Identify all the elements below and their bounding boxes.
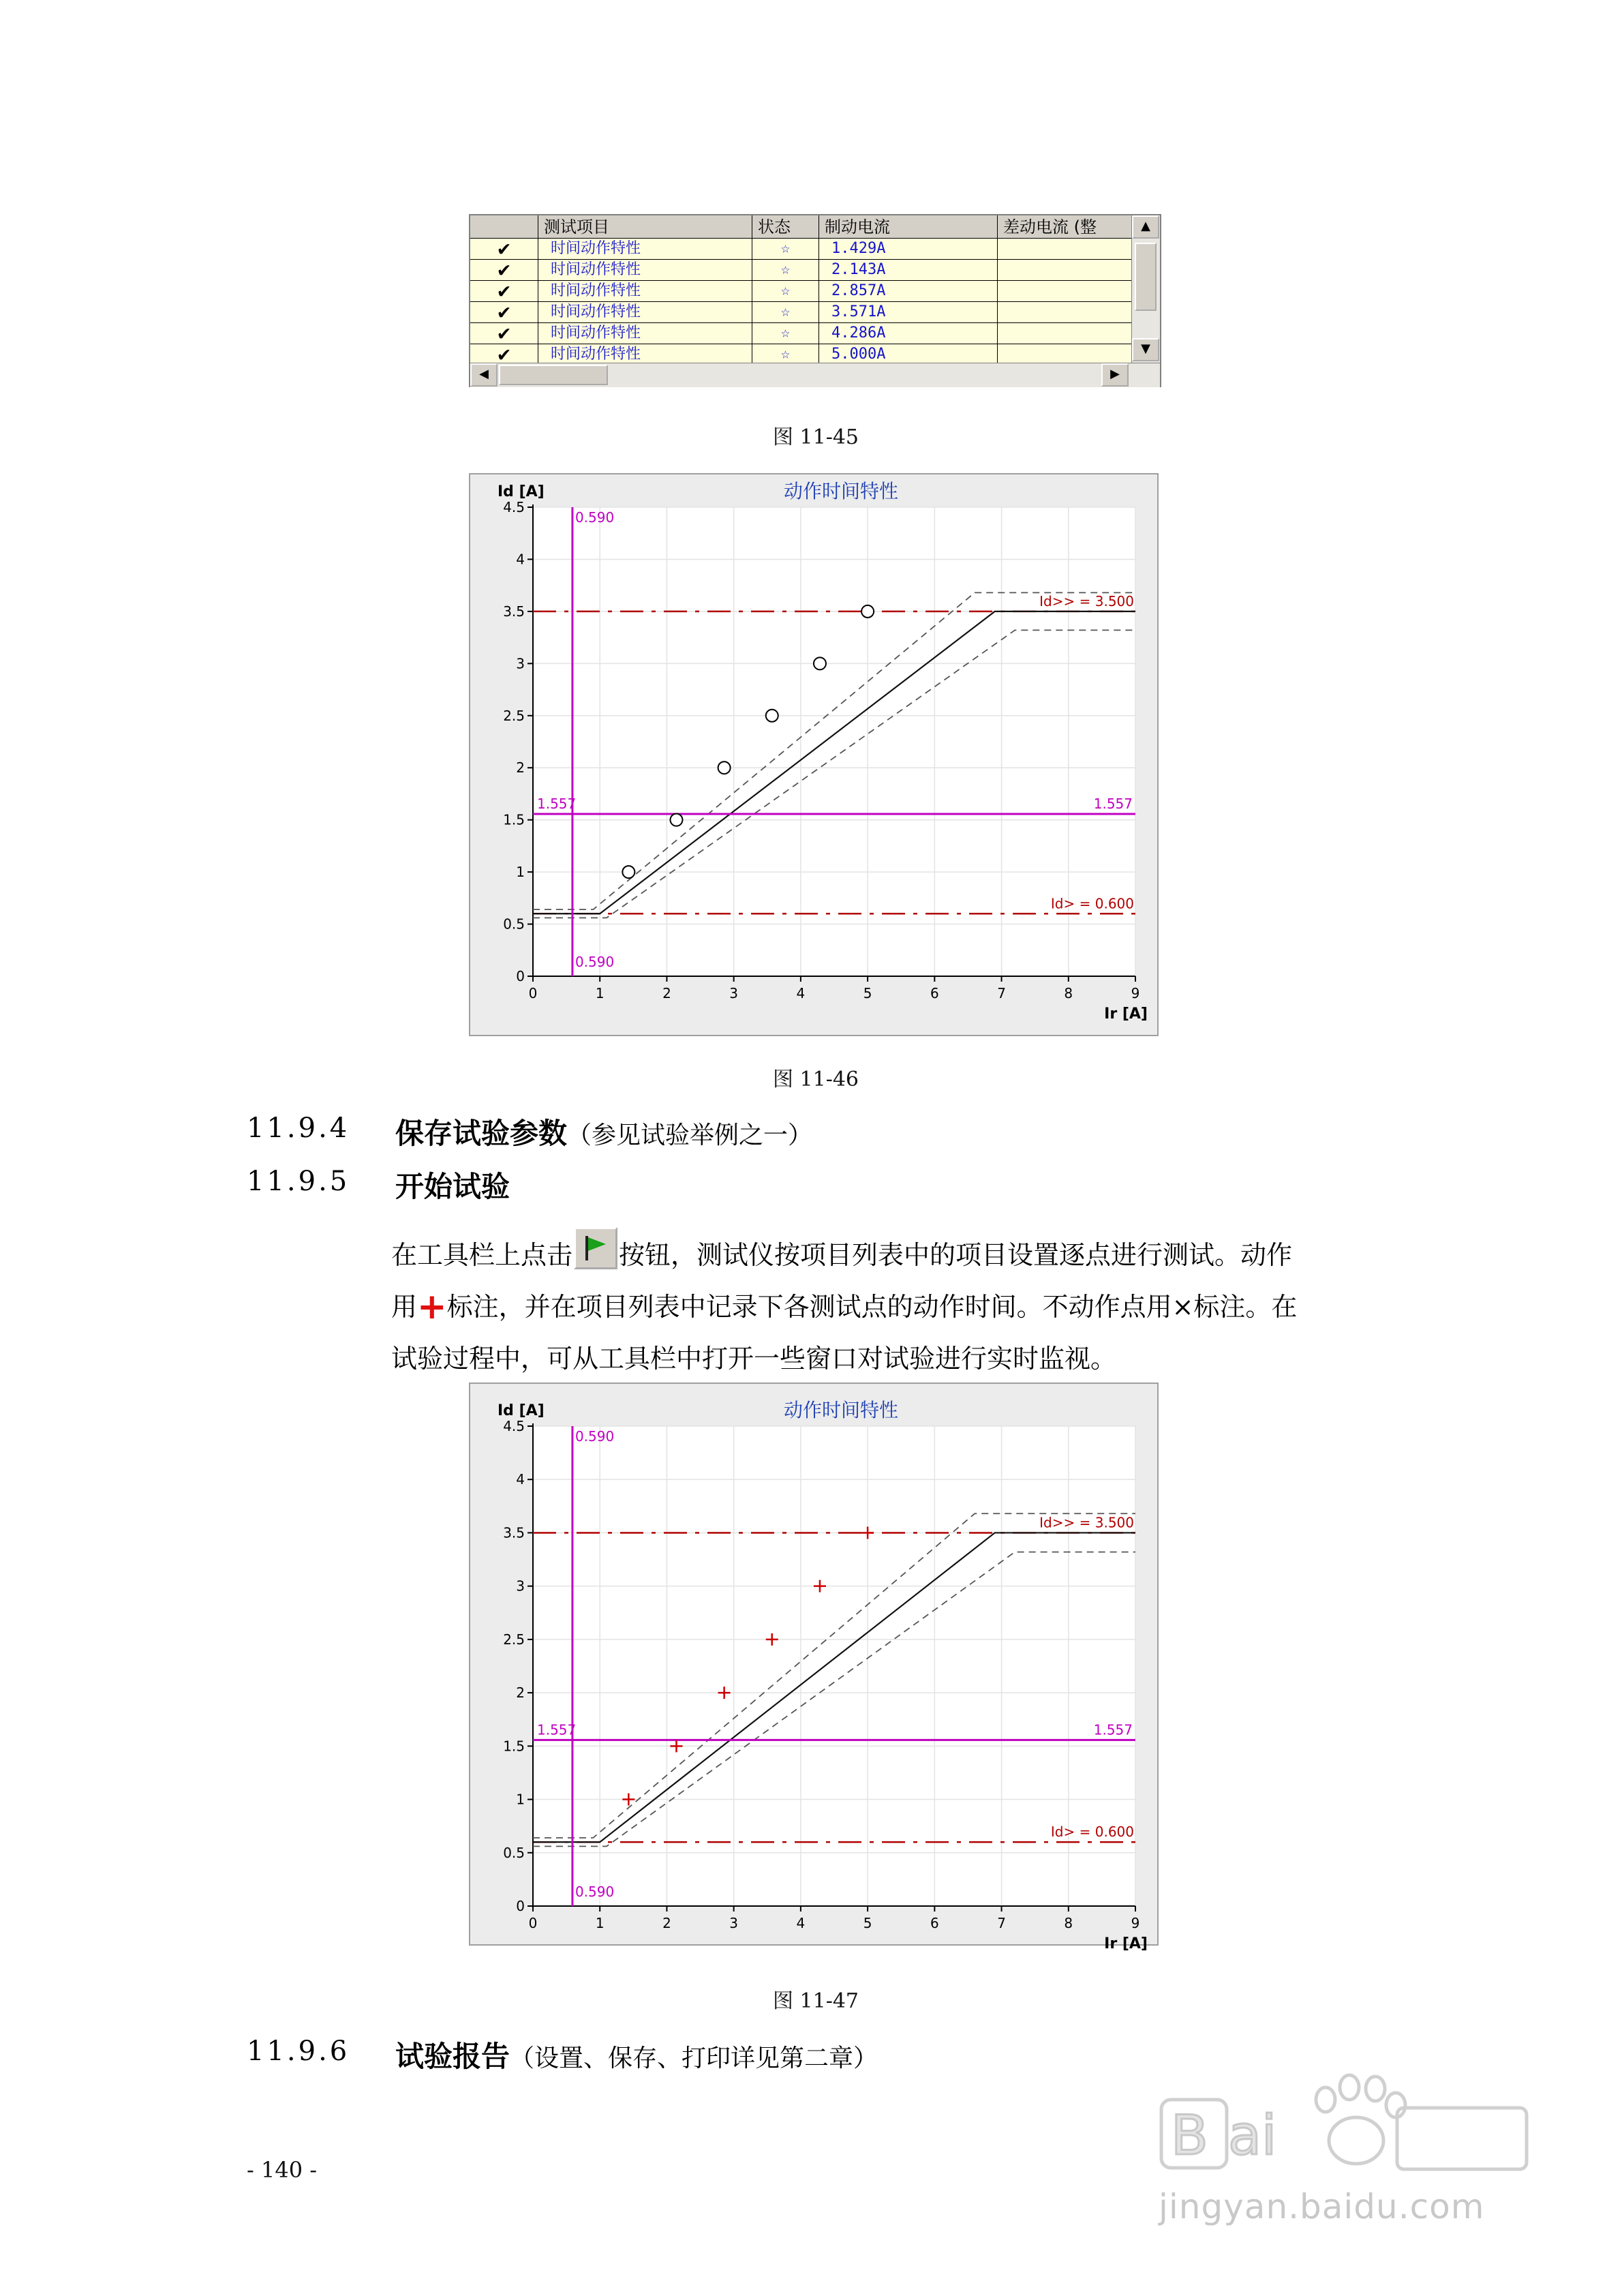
table-row[interactable] — [470, 239, 1131, 260]
paw-logo-icon — [1159, 2072, 1540, 2175]
y-tick-label: 3 — [516, 655, 525, 672]
test-items-table — [469, 214, 1161, 387]
restraint-current-cell: 1.429A — [819, 239, 998, 259]
threshold-label: Id>> = 3.500 — [1039, 1514, 1134, 1531]
x-tick-label: 8 — [1064, 985, 1073, 1001]
x-tick-label: 9 — [1131, 1915, 1140, 1931]
figure-caption-11-46: 图 11-46 — [773, 1068, 859, 1091]
play-flag-icon — [583, 1235, 610, 1262]
section-number: 11.9.4 — [247, 1113, 350, 1144]
scroll-up-arrow-icon[interactable]: ▲ — [1132, 215, 1159, 239]
table-row[interactable] — [470, 260, 1131, 281]
data-point-circle — [814, 657, 826, 669]
table-row[interactable] — [470, 323, 1131, 344]
table-header-row — [470, 215, 1131, 239]
vertical-scroll-thumb[interactable] — [1135, 243, 1157, 311]
check-mark-icon: ✔ — [470, 260, 538, 280]
y-tick-label: 0.5 — [503, 1844, 525, 1861]
vertical-marker-label-top: 0.590 — [575, 1428, 615, 1445]
section-number: 11.9.6 — [247, 2036, 350, 2067]
status-star-icon: ☆ — [752, 344, 819, 363]
y-tick-label: 4.5 — [503, 499, 525, 515]
paragraph-text: 在工具栏上点击 — [391, 1240, 573, 1270]
check-mark-icon: ✔ — [470, 239, 538, 259]
baidu-watermark-logo — [1159, 2072, 1540, 2175]
check-mark-icon: ✔ — [470, 344, 538, 363]
y-axis-label: Id [A] — [498, 483, 545, 500]
y-tick-label: 2 — [516, 1685, 525, 1702]
column-header-status[interactable]: 状态 — [752, 215, 819, 238]
diff-current-cell — [998, 260, 1131, 280]
paragraph-text: 用 — [391, 1292, 418, 1322]
x-tick-label: 4 — [796, 1915, 806, 1931]
horizontal-marker-label-left: 1.557 — [537, 795, 577, 812]
y-tick-label: 3.5 — [503, 603, 525, 620]
x-tick-label: 2 — [662, 1915, 671, 1931]
status-star-icon: ☆ — [752, 260, 819, 280]
column-header-diff-current[interactable]: 差动电流 (整 — [1003, 217, 1097, 237]
data-point-circle — [861, 605, 874, 618]
test-item-cell: 时间动作特性 — [538, 260, 752, 280]
y-tick-label: 0 — [516, 1898, 525, 1914]
threshold-label: Id> = 0.600 — [1050, 1824, 1134, 1841]
vertical-marker-label-bottom: 0.590 — [575, 1884, 615, 1900]
x-tick-label: 6 — [930, 985, 939, 1001]
restraint-current-cell: 2.857A — [819, 281, 998, 301]
paragraph-text: 标注，并在项目列表中记录下各测试点的动作时间。不动作点用×标注。在 — [446, 1292, 1298, 1322]
scroll-left-arrow-icon[interactable]: ◀ — [470, 363, 498, 387]
y-tick-label: 3 — [516, 1577, 525, 1595]
x-tick-label: 7 — [997, 985, 1006, 1001]
horizontal-scrollbar[interactable] — [470, 363, 1160, 387]
chart-action-time-plus — [469, 1383, 1159, 1952]
x-tick-label: 9 — [1131, 985, 1140, 1001]
diff-current-cell — [998, 344, 1131, 363]
vertical-marker-label-bottom: 0.590 — [575, 954, 615, 970]
x-tick-label: 3 — [729, 985, 739, 1001]
y-tick-label: 3.5 — [503, 1524, 525, 1541]
threshold-label: Id> = 0.600 — [1050, 895, 1134, 912]
y-tick-label: 1 — [516, 1791, 525, 1808]
x-tick-label: 3 — [729, 1915, 739, 1931]
status-star-icon: ☆ — [752, 281, 819, 301]
figure-caption-11-45: 图 11-45 — [773, 425, 859, 449]
y-tick-label: 4.5 — [503, 1418, 525, 1434]
y-axis-label: Id [A] — [498, 1402, 545, 1419]
table-row[interactable] — [470, 302, 1131, 323]
section-number: 11.9.5 — [247, 1166, 350, 1197]
chart-svg-1 — [470, 474, 1157, 1035]
test-item-cell: 时间动作特性 — [538, 302, 752, 322]
column-header-item[interactable]: 测试项目 — [538, 215, 752, 238]
check-mark-icon: ✔ — [470, 323, 538, 344]
test-item-cell: 时间动作特性 — [538, 344, 752, 363]
paragraph-text: 按钮，测试仪按项目列表中的项目设置逐点进行测试。动作 — [619, 1240, 1293, 1270]
x-tick-label: 5 — [863, 1915, 872, 1931]
y-tick-label: 2 — [516, 759, 525, 776]
table-grid — [470, 215, 1131, 363]
column-header-check[interactable] — [470, 215, 538, 238]
x-tick-label: 0 — [528, 1915, 538, 1931]
y-tick-label: 2.5 — [503, 1631, 525, 1648]
y-tick-label: 4 — [516, 551, 525, 568]
x-tick-label: 1 — [595, 985, 605, 1001]
check-mark-icon: ✔ — [470, 281, 538, 301]
x-tick-label: 0 — [528, 985, 538, 1001]
horizontal-marker-label-right: 1.557 — [1093, 1721, 1133, 1738]
section-11-9-5 — [247, 1166, 1542, 1204]
section-title: 试验报告 — [395, 2040, 510, 2073]
y-tick-label: 2.5 — [503, 707, 525, 724]
x-tick-label: 2 — [662, 985, 671, 1001]
y-tick-label: 4 — [516, 1471, 525, 1488]
check-mark-icon: ✔ — [470, 302, 538, 322]
chart-title: 动作时间特性 — [783, 480, 899, 502]
status-star-icon: ☆ — [752, 302, 819, 322]
y-tick-label: 1.5 — [503, 1738, 525, 1755]
section-title: 保存试验参数 — [395, 1117, 568, 1150]
data-point-circle — [718, 761, 731, 774]
y-tick-label: 1.5 — [503, 811, 525, 828]
diff-current-cell — [998, 323, 1131, 344]
chart-svg-2 — [470, 1384, 1157, 1966]
svg-text:ai: ai — [1228, 2104, 1277, 2167]
x-tick-label: 7 — [997, 1915, 1006, 1931]
restraint-current-cell: 5.000A — [819, 344, 998, 363]
horizontal-marker-label-right: 1.557 — [1093, 795, 1133, 812]
y-tick-label: 1 — [516, 864, 525, 881]
y-tick-label: 0.5 — [503, 916, 525, 933]
vertical-marker-label-top: 0.590 — [575, 509, 615, 526]
scroll-down-arrow-icon[interactable]: ▼ — [1132, 338, 1159, 361]
diff-current-cell — [998, 239, 1131, 259]
y-tick-label: 0 — [516, 968, 525, 984]
horizontal-scroll-thumb[interactable] — [499, 365, 608, 385]
red-plus-marker-icon: + — [417, 1286, 447, 1327]
status-star-icon: ☆ — [752, 323, 819, 344]
figure-caption-11-47: 图 11-47 — [773, 1989, 859, 2013]
section-11-9-4 — [247, 1113, 1542, 1151]
x-tick-label: 4 — [796, 985, 806, 1001]
data-point-circle — [622, 866, 634, 878]
test-item-cell: 时间动作特性 — [538, 323, 752, 344]
vertical-scrollbar[interactable] — [1131, 215, 1160, 363]
restraint-current-cell: 4.286A — [819, 323, 998, 344]
diff-current-cell — [998, 302, 1131, 322]
x-tick-label: 6 — [930, 1915, 939, 1931]
table-row[interactable] — [470, 344, 1131, 363]
column-header-restraint-current[interactable]: 制动电流 — [819, 215, 998, 238]
scroll-right-arrow-icon[interactable]: ▶ — [1101, 363, 1129, 387]
data-point-circle — [766, 710, 778, 722]
threshold-label: Id>> = 3.500 — [1039, 592, 1134, 609]
table-row[interactable] — [470, 281, 1131, 302]
page-number: - 140 - — [247, 2157, 318, 2183]
data-point-circle — [670, 814, 682, 826]
x-tick-label: 8 — [1064, 1915, 1073, 1931]
horizontal-marker-label-left: 1.557 — [537, 1721, 577, 1738]
chart-action-time-circles — [469, 473, 1159, 1036]
x-tick-label: 5 — [863, 985, 872, 1001]
section-11-9-6 — [247, 2036, 1542, 2074]
section-note: （设置、保存、打印详见第二章） — [510, 2044, 878, 2072]
x-tick-label: 1 — [595, 1915, 605, 1931]
svg-text:B: B — [1171, 2104, 1208, 2167]
section-title: 开始试验 — [395, 1170, 510, 1203]
watermark-url: jingyan.baidu.com — [1159, 2187, 1485, 2226]
chart-title: 动作时间特性 — [783, 1399, 899, 1421]
paragraph-line-3: 试验过程中，可从工具栏中打开一些窗口对试验进行实时监视。 — [391, 1344, 1117, 1374]
x-axis-label: Ir [A] — [1104, 1006, 1148, 1023]
restraint-current-cell: 3.571A — [819, 302, 998, 322]
diff-current-cell — [998, 281, 1131, 301]
paragraph-line-2 — [391, 1281, 1297, 1333]
x-axis-label: Ir [A] — [1104, 1935, 1148, 1952]
restraint-current-cell: 2.143A — [819, 260, 998, 280]
start-test-button[interactable] — [574, 1227, 617, 1269]
test-item-cell: 时间动作特性 — [538, 239, 752, 259]
body-paragraph — [391, 1227, 1297, 1385]
section-note: （参见试验举例之一） — [567, 1121, 813, 1149]
status-star-icon: ☆ — [752, 239, 819, 259]
paragraph-line-1 — [391, 1227, 1297, 1281]
test-item-cell: 时间动作特性 — [538, 281, 752, 301]
